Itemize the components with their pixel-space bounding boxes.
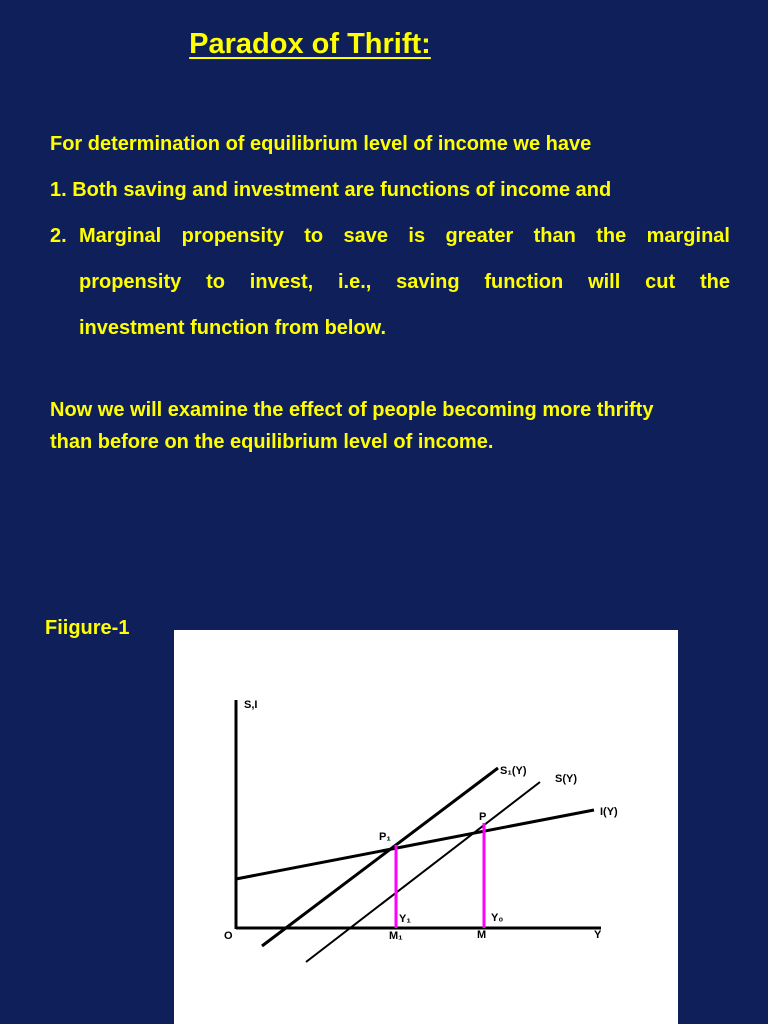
point-2-line-2-word: i.e., [337, 271, 372, 293]
point-p-label: P [479, 811, 487, 823]
point-2-line-1-word: to [304, 225, 324, 247]
m1-label: M₁ [389, 930, 403, 942]
m-label: M [477, 929, 487, 941]
point-2-line-2-word: function [484, 271, 564, 293]
point-2-line-1-word: greater [445, 225, 514, 247]
point-2-line-2-word: saving [396, 271, 460, 293]
slide-title: Paradox of Thrift: [189, 28, 431, 60]
saving-curve-s-label: S(Y) [555, 773, 577, 785]
point-2-line-1-word: the [596, 225, 627, 247]
point-2-line-2-word: the [699, 271, 730, 293]
saving-curve-s1 [262, 768, 498, 946]
point-2-line-2-word: propensity [79, 271, 182, 293]
point-2-line-2-word: invest, [249, 271, 314, 293]
point-2-line-1-word: save [343, 225, 389, 247]
point-2-number: 2. [50, 225, 67, 247]
saving-curve-s [306, 782, 540, 962]
x-axis-label: Y [594, 929, 602, 941]
point-1-text: 1. Both saving and investment are functions of income and [50, 179, 612, 201]
point-2-line-1-word: propensity [181, 225, 284, 247]
thrift-intro-line-1: Now we will examine the effect of people becoming more thrifty [50, 399, 654, 421]
point-p1-label: P₁ [379, 831, 391, 843]
investment-curve-label: I(Y) [600, 806, 618, 818]
origin-label: O [224, 930, 233, 942]
intro-text: For determination of equilibrium level of income we have [50, 133, 592, 155]
figure-1-diagram [174, 630, 678, 1024]
point-2-line-1-word: than [533, 225, 576, 247]
point-2-line-1-word: is [408, 225, 426, 247]
investment-curve [236, 810, 594, 879]
figure-label: Fiigure-1 [45, 617, 130, 639]
point-2-line-1-word: Marginal [79, 225, 162, 247]
point-2-line-2-word: to [206, 271, 225, 293]
point-2-line-1-word: marginal [646, 225, 730, 247]
point-2-line-1 [79, 225, 730, 248]
saving-curve-s1-label: S₁(Y) [500, 765, 527, 777]
point-2-line-3: investment function from below. [79, 317, 387, 339]
y0-label: Y₀ [491, 912, 504, 924]
thrift-intro-line-2: than before on the equilibrium level of income. [50, 431, 494, 453]
point-2-line-2-word: cut [645, 271, 676, 293]
y1-label: Y₁ [399, 913, 411, 925]
point-2-line-2 [79, 271, 730, 294]
point-2-line-2-word: will [588, 271, 621, 293]
y-axis-label: S,I [244, 699, 258, 711]
